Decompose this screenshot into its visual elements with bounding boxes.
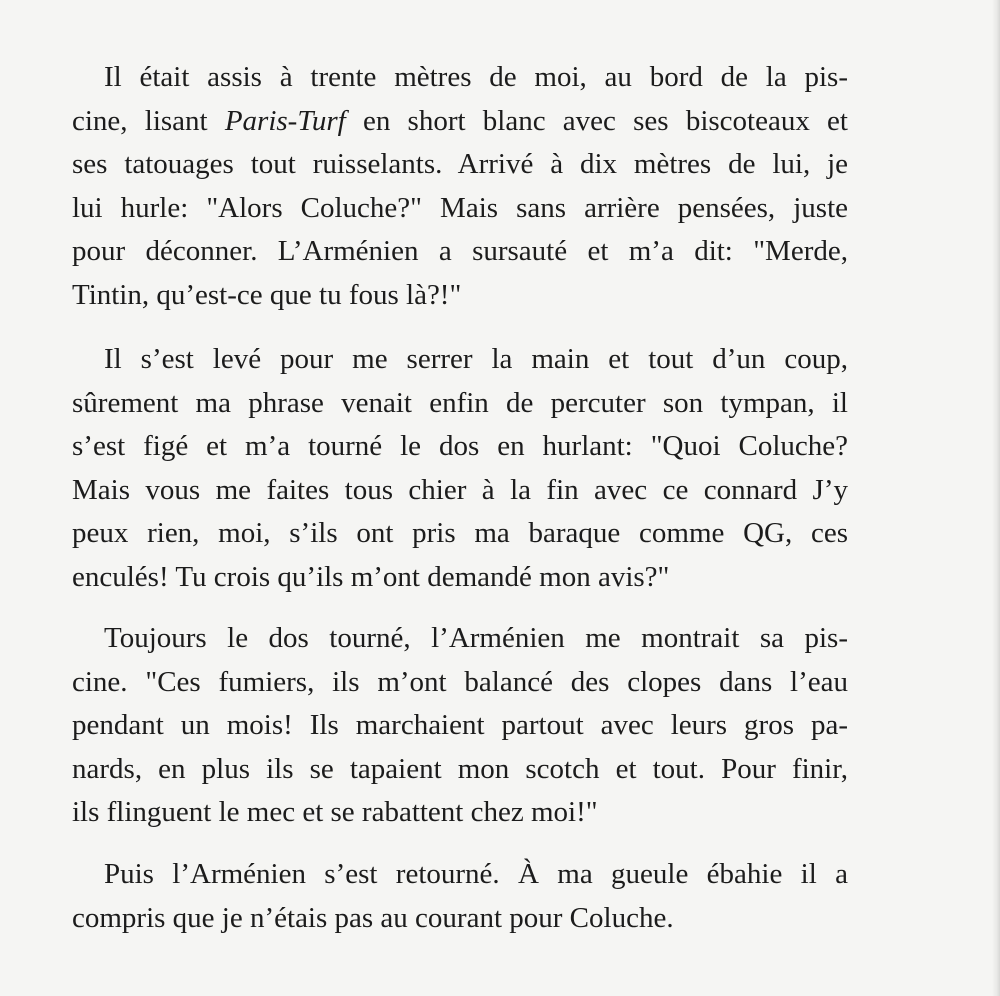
text-line: nards, en plus ils se tapaient mon scotch et tout. Pour finir, — [72, 752, 848, 785]
text-line: compris que je n’étais pas au courant pour Coluche. — [72, 901, 674, 934]
paragraph-3 — [72, 617, 848, 835]
text-line: sûrement ma phrase venait enfin de percuter son tympan, il — [72, 386, 848, 419]
text-line: enculés! Tu crois qu’ils m’ont demandé mon avis?" — [72, 560, 670, 593]
text-line: s’est figé et m’a tourné le dos en hurlant: "Quoi Coluche? — [72, 430, 848, 462]
paragraph-4 — [72, 853, 848, 940]
text-line: pendant un mois! Ils marchaient partout avec leurs gros pa- — [72, 709, 848, 741]
text-line: cine. "Ces fumiers, ils m’ont balancé des clopes dans l’eau — [72, 665, 848, 698]
text-line: lui hurle: "Alors Coluche?" Mais sans arrière pensées, juste — [72, 191, 848, 224]
paragraph-2 — [72, 338, 848, 599]
italic-title: Paris-Turf — [224, 104, 346, 137]
text-segment: en short blanc avec ses biscoteaux et — [345, 104, 848, 137]
page-edge-shadow — [992, 0, 1000, 996]
text-line: Tintin, qu’est-ce que tu fous là?!" — [72, 278, 462, 311]
text-line: ils flinguent le mec et se rabattent chez moi!" — [72, 796, 598, 828]
text-line: Il s’est levé pour me serrer la main et tout d’un coup, — [104, 343, 848, 375]
text-line — [72, 100, 848, 144]
text-line: Mais vous me faites tous chier à la fin avec ce connard J’y — [72, 473, 848, 506]
paragraph-1 — [72, 56, 848, 317]
text-line: pour déconner. L’Arménien a sursauté et m’a dit: "Merde, — [72, 235, 848, 267]
text-line: Toujours le dos tourné, l’Arménien me montrait sa pis- — [104, 622, 848, 654]
text-line: peux rien, moi, s’ils ont pris ma baraque comme QG, ces — [72, 517, 848, 549]
text-line: Puis l’Arménien s’est retourné. À ma gueule ébahie il a — [104, 858, 848, 890]
text-line: Il était assis à trente mètres de moi, au bord de la pis- — [104, 61, 848, 93]
text-line: ses tatouages tout ruisselants. Arrivé à dix mètres de lui, je — [72, 148, 848, 180]
text-segment: cine, lisant — [72, 104, 225, 137]
